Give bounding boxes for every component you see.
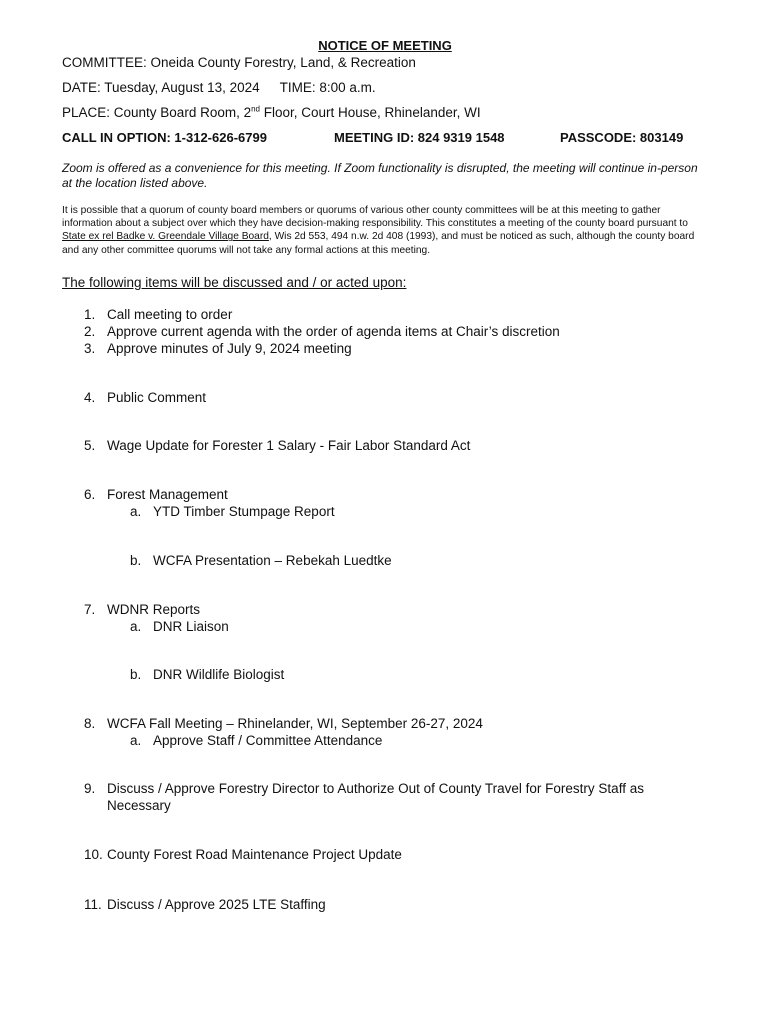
passcode: PASSCODE: 803149 — [560, 130, 684, 145]
date-time-line — [62, 80, 376, 95]
agenda-item-text: Approve minutes of July 9, 2024 meeting — [107, 341, 352, 356]
agenda-heading: The following items will be discussed and / or acted upon: — [62, 275, 407, 290]
agenda-item-number: 4. — [84, 390, 96, 405]
agenda-item-text: Discuss / Approve Forestry Director to Authorize Out of County Travel for Forestry Staff as Necessary — [107, 781, 644, 813]
agenda-item-text: Wage Update for Forester 1 Salary - Fair Labor Standard Act — [107, 438, 471, 453]
agenda-subitem-letter: b. — [130, 667, 142, 682]
agenda-item-number: 5. — [84, 438, 96, 453]
agenda-subitem-text: DNR Wildlife Biologist — [153, 667, 285, 682]
agenda-subitem-text: WCFA Presentation – Rebekah Luedtke — [153, 553, 392, 568]
meeting-date: DATE: Tuesday, August 13, 2024 — [62, 80, 260, 95]
agenda-subitem-letter: a. — [130, 733, 142, 748]
call-in-option: CALL IN OPTION: 1-312-626-6799 — [62, 130, 267, 145]
agenda-item-text: Public Comment — [107, 390, 207, 405]
agenda-item-number: 1. — [84, 307, 96, 322]
agenda-item-number: 9. — [84, 781, 96, 796]
notice-title: NOTICE OF MEETING — [318, 38, 452, 53]
agenda-subitem-letter: a. — [130, 504, 142, 519]
agenda-subitem-letter: b. — [130, 553, 142, 568]
agenda-item-text: County Forest Road Maintenance Project Update — [107, 847, 402, 862]
agenda-subitem-letter: a. — [130, 619, 142, 634]
agenda-item-number: 3. — [84, 341, 96, 356]
committee-line: COMMITTEE: Oneida County Forestry, Land, & Recreation — [62, 55, 416, 70]
agenda-subitem-text: Approve Staff / Committee Attendance — [153, 733, 383, 748]
place-suffix: Floor, Court House, Rhinelander, WI — [260, 105, 481, 120]
agenda-item-number: 2. — [84, 324, 96, 339]
meeting-id: MEETING ID: 824 9319 1548 — [334, 130, 505, 145]
agenda-subitem-text: DNR Liaison — [153, 619, 229, 634]
quorum-notice — [62, 204, 702, 257]
agenda-item-text: WDNR Reports — [107, 602, 201, 617]
agenda-item-text: WCFA Fall Meeting – Rhinelander, WI, September 26-27, 2024 — [107, 716, 483, 731]
agenda-item-text: Forest Management — [107, 487, 228, 502]
agenda-item-text: Call meeting to order — [107, 307, 233, 322]
agenda-subitem-text: YTD Timber Stumpage Report — [153, 504, 335, 519]
meeting-time: TIME: 8:00 a.m. — [279, 80, 376, 95]
agenda-item-number: 6. — [84, 487, 96, 502]
agenda-item-text: Discuss / Approve 2025 LTE Staffing — [107, 897, 326, 912]
place-ordinal-suffix: nd — [251, 104, 260, 114]
agenda-item-number: 10. — [84, 847, 103, 862]
quorum-text-after: , Wis 2d 553, 494 n.w. 2d 408 (1993), and must be noticed as such, although the county board and any other committee quorums will not take any formal actions at this meeting. — [62, 231, 695, 256]
agenda-item-number: 11. — [84, 897, 102, 912]
agenda-item-number: 8. — [84, 716, 96, 731]
place-line — [62, 105, 481, 120]
zoom-note: Zoom is offered as a convenience for this meeting. If Zoom functionality is disrupted, the meeting will continue in-person at the location listed above. — [62, 161, 698, 190]
place-prefix: PLACE: County Board Room, 2 — [62, 105, 252, 120]
quorum-case-citation: State ex rel Badke v. Greendale Village Board — [62, 231, 269, 243]
agenda-item-number: 7. — [84, 602, 96, 617]
agenda-item-text: Approve current agenda with the order of agenda items at Chair’s discretion — [107, 324, 560, 339]
quorum-text-before: It is possible that a quorum of county board members or quorums of various other county committees will be at this meeting to gather information about a subject over which they have decision-making responsibility. This constitutes a meeting of the county board pursuant to — [62, 205, 688, 230]
